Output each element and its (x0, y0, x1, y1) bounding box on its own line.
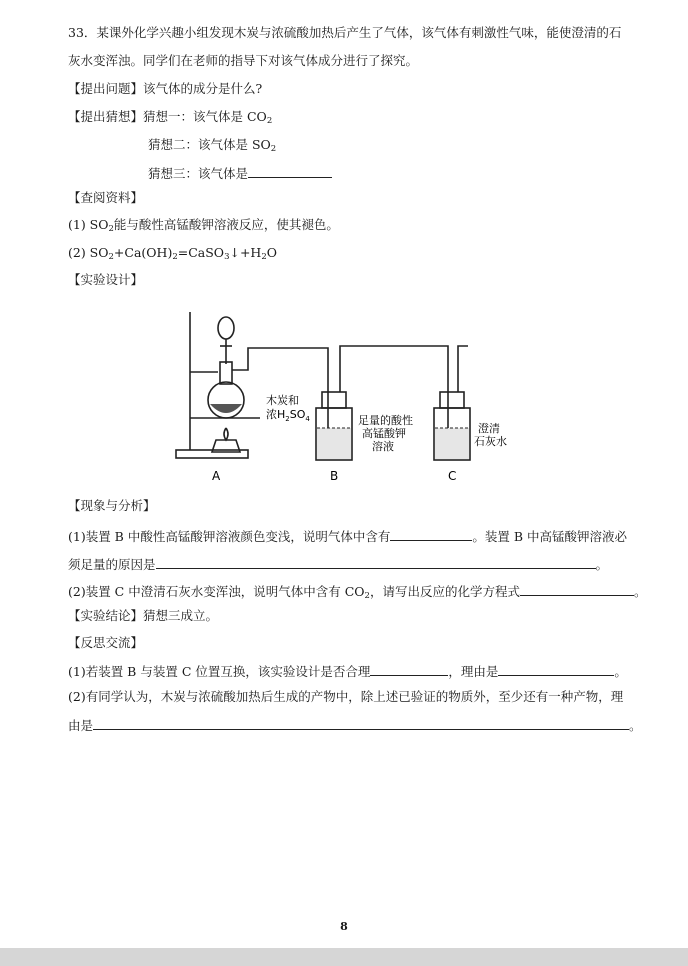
analysis-q2-text-2: ，请写出反应的化学方程式 (369, 584, 520, 599)
answer-blank-analysis-q1-reason[interactable] (156, 555, 596, 569)
subscript: 4 (305, 415, 310, 423)
reagent-a-label-2 (266, 407, 310, 423)
question-line-1: 33．某课外化学兴趣小组发现木炭与浓硫酸加热后产生了气体，该气体有刺激性气味，能使澄清的石 (68, 25, 622, 40)
reagent-a-formula: SO (289, 408, 306, 421)
section-label-conclusion: 【实验结论】 (68, 608, 144, 623)
subscript: 2 (266, 116, 273, 126)
eq-part: +Ca(OH) (113, 245, 173, 260)
section-label-design: 【实验设计】 (68, 272, 144, 287)
bottle-b-stopper (322, 392, 346, 408)
conclusion-line (68, 608, 218, 624)
hypothesis-2: 猜想二：该气体是 SO (148, 137, 271, 152)
bottom-bar (0, 948, 688, 966)
subscript: 2 (270, 144, 277, 154)
bottle-c-stopper (440, 392, 464, 408)
reflection-q2-text: 由是 (68, 718, 94, 733)
subscript: 2 (108, 252, 114, 262)
analysis-q1-text: (1)装置 B 中酸性高锰酸钾溶液颜色变浅，说明气体中含有 (68, 529, 391, 544)
answer-blank-analysis-q1[interactable] (390, 527, 472, 541)
analysis-q1-reason: 须足量的原因是 (68, 557, 156, 572)
eq-part: O (266, 245, 278, 260)
analysis-q1-line-1 (68, 527, 627, 545)
reference-1-head: (1) SO (68, 217, 109, 232)
hypothesis-2-line (148, 137, 276, 153)
analysis-q2-line (68, 582, 646, 600)
reagent-c-label-2: 石灰水 (474, 435, 507, 448)
reflection-q2-line-1: (2)有同学认为，木炭与浓硫酸加热后生成的产物中，除上述已验证的物质外，至少还有一种产物，理 (68, 689, 624, 704)
tube-a-to-b (232, 348, 328, 388)
subscript: 2 (364, 591, 370, 601)
period: 。 (629, 718, 642, 733)
flask-liquid (210, 404, 242, 413)
answer-blank-analysis-q2[interactable] (520, 582, 634, 596)
subscript: 2 (261, 252, 267, 262)
eq-part: ↓+H (229, 245, 262, 260)
analysis-q1-text-2: 。装置 B 中高锰酸钾溶液必 (472, 529, 627, 544)
analysis-q2-text: (2)装置 C 中澄清石灰水变浑浊，说明气体中含有 CO (68, 584, 365, 599)
reflection-q2-line-2 (68, 716, 642, 734)
reference-1 (68, 217, 339, 233)
answer-blank-reflection-q2[interactable] (93, 716, 629, 730)
hypothesis-3: 猜想三：该气体是 (148, 166, 249, 181)
section-label-problem: 【提出问题】 (68, 81, 144, 96)
bottle-b-liquid (317, 428, 351, 459)
eq-part: (2) SO (68, 245, 109, 260)
tube-b-to-c (340, 346, 448, 392)
reference-2-equation (68, 245, 277, 261)
period: 。 (633, 584, 647, 599)
question-line-2: 灰水变浑浊。同学们在老师的指导下对该气体成分进行了探究。 (68, 53, 419, 68)
analysis-q1-line-2 (68, 555, 608, 573)
subscript: 2 (285, 415, 290, 423)
apparatus-label-a: A (212, 469, 221, 483)
hypothesis-3-line (148, 164, 332, 182)
problem-text: 该气体的成分是什么? (143, 81, 263, 96)
lamp-flame (224, 428, 228, 440)
apparatus-diagram (168, 300, 528, 490)
reflection-q1-text-2: ，理由是 (448, 664, 499, 679)
section-label-reflection: 【反思交流】 (68, 635, 144, 650)
period: 。 (595, 557, 609, 572)
eq-part: =CaSO (177, 245, 225, 260)
reflection-q1-text: (1)若装置 B 与装置 C 位置互换，该实验设计是否合理 (68, 664, 371, 679)
reagent-a-label-1: 木炭和 (266, 394, 299, 407)
subscript: 2 (172, 252, 178, 262)
hypothesis-1-line (68, 109, 272, 125)
reagent-b-label-3: 溶液 (372, 440, 394, 453)
page-number: 8 (340, 920, 348, 933)
reflection-q1-line (68, 662, 627, 680)
subscript: 2 (108, 224, 114, 234)
answer-blank-reflection-q1-reason[interactable] (498, 662, 614, 676)
separatory-funnel (218, 317, 234, 339)
subscript: 3 (224, 252, 230, 262)
section-label-reference: 【查阅资料】 (68, 190, 144, 205)
reagent-a-formula: 浓H (266, 408, 286, 421)
answer-blank-hypothesis-3[interactable] (248, 164, 332, 178)
reference-1-rest: 能与酸性高锰酸钾溶液反应，使其褪色。 (113, 217, 339, 232)
problem-section (68, 81, 262, 97)
reagent-c-label-1: 澄清 (478, 422, 500, 435)
section-label-analysis: 【现象与分析】 (68, 498, 156, 513)
period: 。 (614, 664, 627, 679)
reagent-b-label-2: 高锰酸钾 (362, 427, 406, 440)
reagent-b-label-1: 足量的酸性 (358, 414, 413, 427)
bottle-c-outlet (458, 346, 468, 392)
bottle-c-liquid (435, 428, 469, 459)
flask-neck (220, 362, 232, 384)
answer-blank-reflection-q1[interactable] (370, 662, 448, 676)
hypothesis-1: 猜想一：该气体是 CO (143, 109, 267, 124)
apparatus-label-c: C (448, 469, 457, 483)
section-label-hypotheses: 【提出猜想】 (68, 109, 144, 124)
apparatus-label-b: B (330, 469, 339, 483)
conclusion-text: 猜想三成立。 (143, 608, 219, 623)
